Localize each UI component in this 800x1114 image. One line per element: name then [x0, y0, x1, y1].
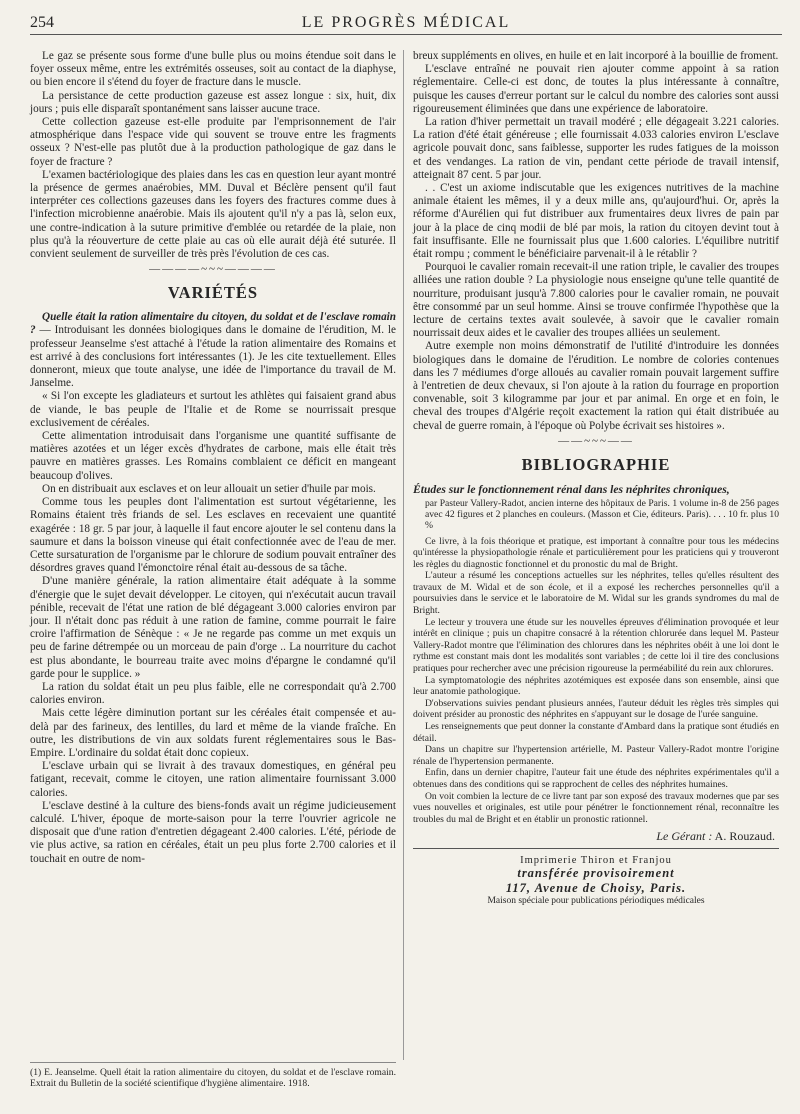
paragraph: L'esclave urbain qui se livrait à des travaux domestiques, en général peu fatigant, recevait, comme le citoyen, une ration alimentaire fournissant 3.000 calories.	[30, 760, 396, 799]
column-divider	[403, 50, 404, 1060]
paragraph: Mais cette légère diminution portant sur les céréales était compensée et au-delà par des farineux, des lentilles, du lard et même de la viande fraîche. En outre, les distributions de vin aux soldats furent réglementaires sous le Bas-Empire. L'ordinaire du soldat était donc copieux.	[30, 707, 396, 759]
printer-imprint	[413, 848, 779, 906]
paragraph: Ce livre, à la fois théorique et pratique, est important à connaître pour tous les médecins qu'intéresse la physiopathologie rénale et particulièrement pour les praticiens qui y trouveront les règles du diagnostic fonctionnel et du pronostic du mal de Bright.	[413, 535, 779, 570]
paragraph: Les renseignements que peut donner la constante d'Ambard dans la pratique sont étudiés en détail.	[413, 721, 779, 744]
book-title: Études sur le fonctionnement rénal dans les néphrites chroniques,	[413, 482, 730, 496]
header-rule	[30, 34, 782, 35]
section-ornament: ——~~~——	[558, 434, 634, 447]
paragraph: Le gaz se présente sous forme d'une bulle plus ou moins étendue soit dans le foyer osseux même, entre les extrémités osseuses, soit au contact de la diaphyse, ou bien encore il s'étend du foyer de fracture dans le muscle.	[30, 50, 396, 89]
gerant-signature: Le Gérant : A. Rouzaud.	[656, 829, 775, 844]
section-ornament: ————~~~————	[149, 263, 277, 276]
paragraph: L'auteur a résumé les conceptions actuelles sur les néphrites, telles qu'elles résultent des travaux de M. Widal et de son école, et il a exposé les recherches personnelles qu'il a poursuivies dans le service et le laboratoire de M. Widal sur les grands syndromes du mal de Bright.	[413, 570, 779, 617]
paragraph: . . C'est un axiome indiscutable que les exigences nutritives de la machine animale étaient les mêmes, il y a deux mille ans, qu'aujourd'hui. Or, après la réforme d'Aurélien qui fut distribuer aux frumentaires deux livres de pain par jour à la place de cinq modii de blé par mois, la ration du citoyen devint tout à fait insuffisante. Elle ne fournissait plus que 1.600 calories. L'équilibre nutritif était rompu ; comment le bénéficiaire parvenait-il à le rétablir ?	[413, 182, 779, 261]
article-intro-text: — Introduisant les données biologiques dans le domaine de l'érudition, M. le professeur Jeanselme s'est attaché à l'étude la ration alimentaire des Romains et est arrivé à des conclusions fort intéressantes (1). Je les cite textuellement. Elles donneront, mieux que toute analyse, une idée de l'importance du travail de M. Janselme.	[30, 324, 396, 390]
paragraph: Dans un chapitre sur l'hypertension artérielle, M. Pasteur Vallery-Radot montre l'origine rénale de l'hypertension permanente.	[413, 744, 779, 767]
paragraph: Enfin, dans un dernier chapitre, l'auteur fait une étude des néphrites expérimentales qu'il a obtenues dans des conditions qui se rapprochent de celles des néphrites humaines.	[413, 767, 779, 790]
printer-address: 117, Avenue de Choisy, Paris.	[505, 881, 687, 896]
section-heading-bibliographie: BIBLIOGRAPHIE	[521, 454, 671, 474]
article-intro	[30, 311, 396, 390]
paragraph: On en distribuait aux esclaves et on leur allouait un setier d'huile par mois.	[42, 482, 376, 495]
right-column	[413, 50, 779, 906]
footnote	[30, 1062, 396, 1090]
section-heading-varietes: VARIÉTÉS	[167, 283, 259, 303]
paragraph: Cette alimentation introduisait dans l'organisme une quantité suffisante de matières azotées et un léger excès d'hydrates de carbone, mais elle était très pauvre en matières grasses. Les Romains comblaient ce déficit en mangeant beaucoup d'olives.	[30, 430, 396, 482]
paragraph: L'examen bactériologique des plaies dans les cas en question leur ayant montré la présence de germes anaérobies, MM. Duval et Béclère pensent qu'il faut interpréter ces collections gazeuses dans les foyers des fractures comme dues à l'infection microbienne anaérobie. Mais ils ajoutent qu'il n'y a pas là, selon eux, une contre-indication à la suture primitive d'emblée ou retardée de la plaie, non plus qu'à la réouverture de cette plaie au cas où elle aurait déjà été suturée. Il convient seulement de surveiller de très près l'évolution de ces cas.	[30, 168, 396, 261]
paragraph: Le lecteur y trouvera une étude sur les nouvelles épreuves d'élimination provoquée et leur intérêt en clinique ; puis un chapitre consacré à la rétention chlorurée dans lequel M. Pasteur Vallery-Radot montre que l'élimination des chlorures dans les néphrites obéit à une loi dont le rythme est constant mais dont les modalités sont variables ; de cette loi il tire des conclusions pratiques pour rechercher avec une précision rigoureuse la perméabilité du rein aux chlorures.	[413, 616, 779, 675]
paragraph: D'une manière générale, la ration alimentaire était adéquate à la somme d'énergie que le sujet devait développer. Le citoyen, qui n'exécutait aucun travail pénible, recevait de l'état une ration de blé dégageant 3.000 calories environ par jour. Il n'était donc pas réduit à une ration de famine, comme pourrait le faire croire l'affirmation de Sénèque : « Je ne regarde pas comme un met exquis un peu de farine détrempée ou un morceau de pain d'orge .. La nourriture du cachot est plus abondante, le bourreau traite avec moins d'épargne le condamné qu'il garde pour le supplice. »	[30, 575, 396, 680]
book-details: par Pasteur Vallery-Radot, ancien interne des hôpitaux de Paris. 1 volume in-8 de 256 pages avec 42 figures et 2 planches en couleurs. (Masson et Cie, éditeurs. Paris). . . . 10 fr. plus 10 %	[425, 497, 779, 532]
paragraph: Autre exemple non moins démonstratif de l'utilité d'introduire les données biologiques dans le domaine de l'érudition. Le nombre de colories contenues dans les 7 médiumes d'orge alloués au cavalier romain pouvait largement suffire à l'entretien de deux chevaux, si l'on ajoute à la ration du fourrage en proportion convenable, soit 3 kilogramme par jour et par animal. En orge et en foin, le cheval des troupes d'Algérie reçoit exactement la ration qui était distribuée au cheval de guerre romain, à l'époque où Polybe écrivait ses histoires ».	[413, 340, 779, 432]
article-title: Quelle était la ration alimentaire du citoyen, du soldat et de l'esclave romain ?	[30, 311, 396, 337]
printer-specialty: Maison spéciale pour publications périodiques médicales	[487, 896, 705, 907]
paragraph: La ration du soldat était un peu plus faible, elle ne correspondait qu'à 2.700 calories environ.	[30, 680, 396, 707]
printer-name: Imprimerie Thiron et Franjou	[520, 855, 672, 867]
left-column	[30, 50, 396, 866]
page-header	[30, 14, 782, 40]
book-review	[413, 536, 779, 826]
page-number: 254	[30, 14, 54, 31]
paragraph: Pourquoi le cavalier romain recevait-il une ration triple, le cavalier des troupes alliées une ration double ? La physiologie nous enseigne qu'une telle quantité de nourriture, produisant jusqu'à 7.800 calories pour le cavalier romain, ne pouvait être consommé par un seul homme. Ainsi se trouve confirmée l'hypothèse que la lecture de certains textes avait soulevée, à savoir que le cavalier romain nourrissait deux aides et le cavalier des troupes alliées un seulement.	[413, 261, 779, 340]
paragraph: « Si l'on excepte les gladiateurs et surtout les athlètes qui faisaient grand abus de viande, le bas peuple de l'Italie et de Rome se nourrissait presque exclusivement de céréales.	[30, 390, 396, 429]
printer-notice: transférée provisoirement	[517, 866, 675, 881]
footnote-text: (1) E. Jeanselme. Quell était la ration alimentaire du citoyen, du soldat et de l'esclave romain. Extrait du Bulletin de la société scientifique d'hygiène alimentaire. 1918.	[30, 1067, 396, 1090]
paragraph: La ration d'hiver permettait un travail modéré ; elle dégageait 3.221 calories. La ration d'été était généreuse ; elle fournissait 4.033 calories environ L'esclave agricole pouvait donc, sans faiblesse, supporter les rudes fatigues de la moisson et des vendanges. La ration de vin, pendant cette période de travail intensif, atteignait 87 cent. 5 par jour.	[413, 116, 779, 181]
paragraph: La persistance de cette production gazeuse est assez longue : six, huit, dix jours ; puis elle disparaît spontanément sans laisser aucune trace.	[30, 89, 396, 115]
paragraph: Comme tous les peuples dont l'alimentation est surtout végétarienne, les Romains étaient très friands de sel. Les esclaves en recevaient une quantité exagérée : 18 gr. 5 par jour, à laquelle il faut encore ajouter le sel contenu dans la saumure et dans la boisson vineuse qui était confectionnée avec de l'eau de mer. Cette sursaturation de l'organisme par le chlorure de sodium pouvait entraîner des désordres graves quand l'émonctoire rénal était au-dessous de sa tâche.	[30, 496, 396, 575]
paragraph: La symptomatologie des néphrites azotémiques est exposée dans son ensemble, ainsi que leur anatomie pathologique.	[413, 674, 779, 698]
paragraph: breux suppléments en olives, en huile et en lait incorporé à la bouillie de froment.	[413, 50, 779, 62]
paragraph: Cette collection gazeuse est-elle produite par l'emprisonnement de l'air atmosphérique dans l'espace vide qui souvent se trouve entre les fragments osseux ? N'est-elle pas plutôt due à la production pathologique de gaz dans le foyer de fracture ?	[30, 116, 396, 168]
paragraph: D'observations suivies pendant plusieurs années, l'auteur déduit les règles très simples qui doivent présider au pronostic des néphrites en s'appuyant sur le dosage de l'urée sanguine.	[413, 697, 779, 721]
paragraph: L'esclave destiné à la culture des biens-fonds avait un régime judicieusement calculé. L'hiver, époque de morte-saison pour la terre l'ouvrier agricole ne disposait que d'une ration d'entretien dégageant 2.400 calories. L'été, période de vie plus active, sa ration en céréales, était un peu plus forte 2.700 calories et il touchait en outre de nom-	[30, 799, 396, 865]
paragraph: L'esclave entraîné ne pouvait rien ajouter comme appoint à sa ration réglementaire. Celle-ci est donc, de toutes la plus intéressante à connaître, puisque les causes d'erreur portant sur le calcul du nombre des calories sont aussi rigoureusement éliminées que dans une expérience de laboratoire.	[413, 63, 779, 115]
journal-title: LE PROGRÈS MÉDICAL	[301, 14, 511, 31]
paragraph: On voit combien la lecture de ce livre tant par son exposé des travaux modernes que par ses vues nouvelles et originales, est utile pour pénétrer le fonctionnement rénal, reconnaître les troubles du mal de Bright et en établir un pronostic rationnel.	[413, 790, 779, 825]
